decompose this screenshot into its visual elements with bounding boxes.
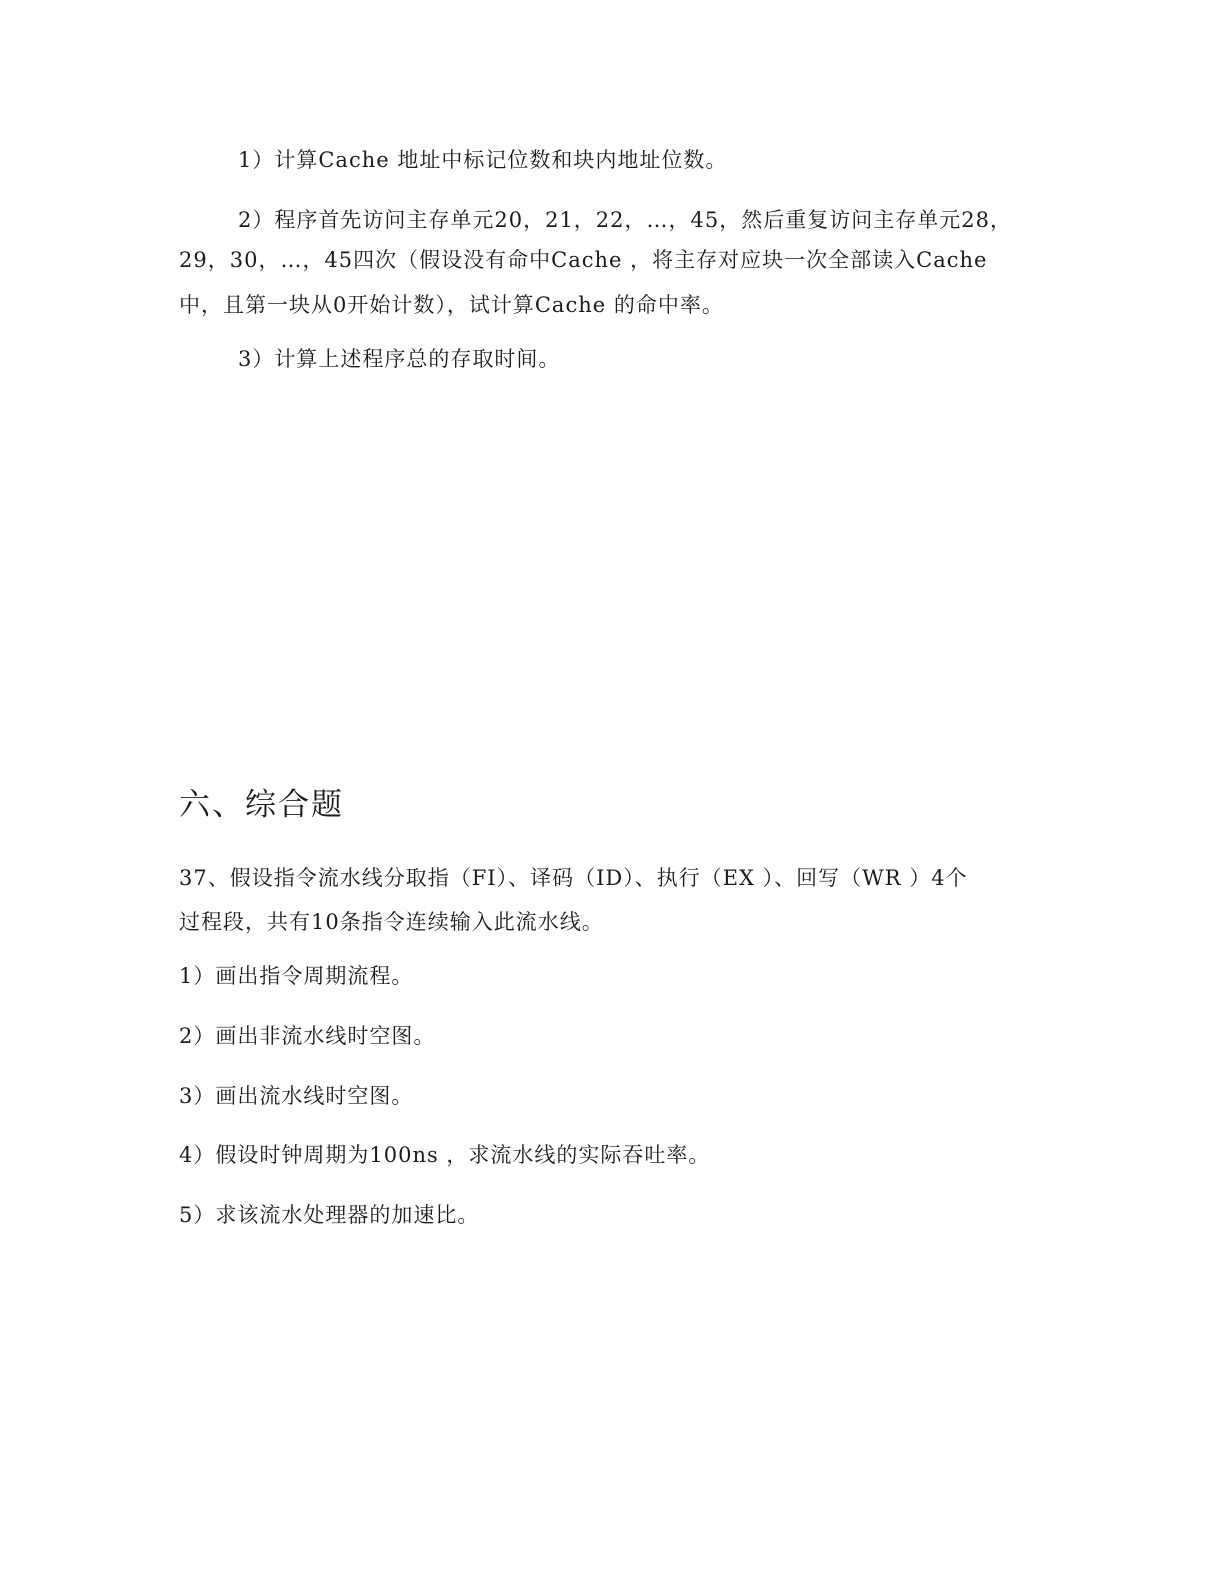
question-part-2-line-2: 29，30，…，45四次（假设没有命中Cache ，将主存对应块一次全部读入Cache <box>179 248 988 272</box>
question-37-item-5: 5）求该流水处理器的加速比。 <box>179 1203 480 1227</box>
question-37-item-2: 2）画出非流水线时空图。 <box>179 1024 436 1048</box>
question-part-3: 3）计算上述程序总的存取时间。 <box>238 347 561 371</box>
question-part-2-line-3: 中，且第一块从0开始计数），试计算Cache 的命中率。 <box>179 293 724 317</box>
question-37-item-4: 4）假设时钟周期为100ns ，求流水线的实际吞吐率。 <box>179 1143 711 1167</box>
question-37-stem-line-2: 过程段，共有10条指令连续输入此流水线。 <box>179 910 604 934</box>
question-part-1: 1）计算Cache 地址中标记位数和块内地址位数。 <box>238 148 728 172</box>
question-37-item-3: 3）画出流水线时空图。 <box>179 1084 414 1108</box>
section-heading: 六、综合题 <box>179 787 344 823</box>
question-37-item-1: 1）画出指令周期流程。 <box>179 964 414 988</box>
question-part-2-line-1: 2）程序首先访问主存单元20，21，22，…，45，然后重复访问主存单元28， <box>238 208 1012 232</box>
question-37-stem-line-1: 37、假设指令流水线分取指（FI）、译码（ID）、执行（EX ）、回写（WR ）4个 <box>179 866 968 890</box>
